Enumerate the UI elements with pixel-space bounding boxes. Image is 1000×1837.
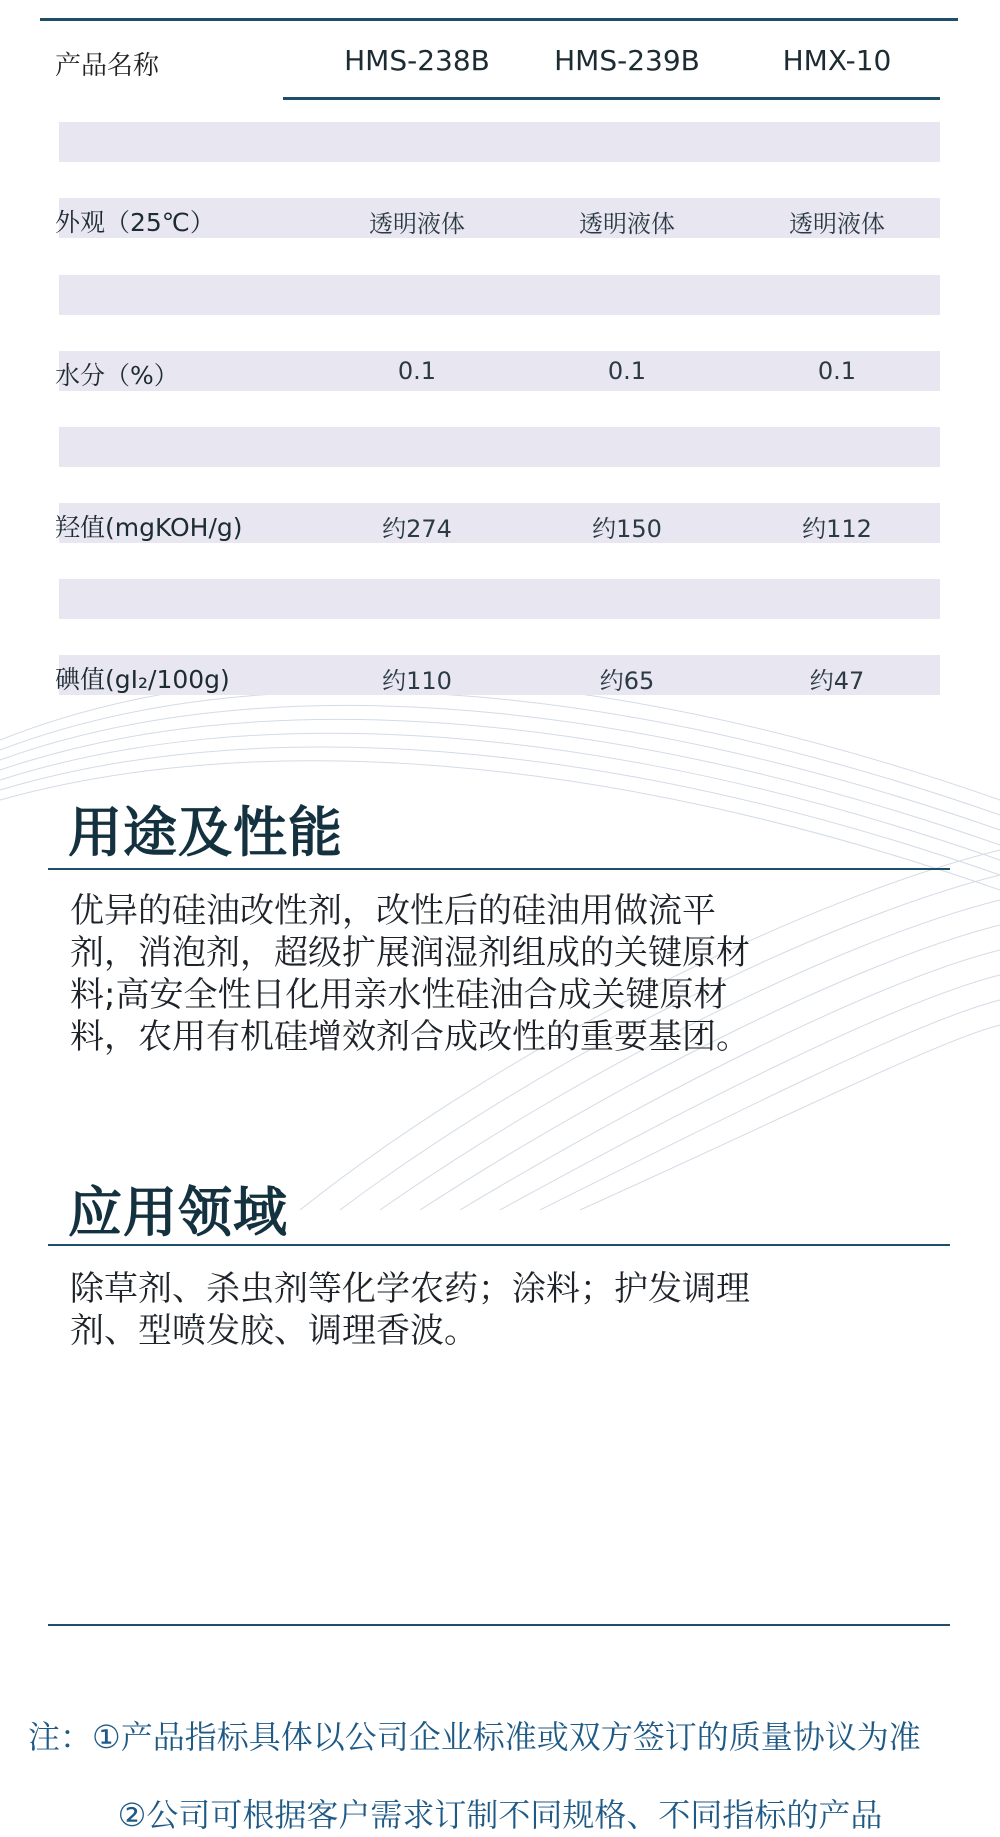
cell-value: 约150 bbox=[592, 515, 662, 543]
usage-line: 优异的硅油改性剂，改性后的硅油用做流平 bbox=[70, 891, 716, 931]
usage-body bbox=[70, 890, 830, 1058]
cell-value: 0.1 bbox=[397, 357, 437, 385]
row-label: 外观（25℃） bbox=[55, 208, 215, 237]
cell-value: 约112 bbox=[802, 515, 872, 543]
table-band bbox=[59, 579, 940, 619]
cell-value: 约274 bbox=[382, 515, 452, 543]
table-band bbox=[59, 275, 940, 315]
application-rule bbox=[48, 1244, 950, 1246]
usage-title: 用途及性能 bbox=[68, 801, 343, 864]
row-label: 碘值(gI₂/100g) bbox=[55, 665, 230, 694]
cell-value: 约65 bbox=[599, 667, 655, 695]
application-title: 应用领域 bbox=[68, 1181, 288, 1244]
header-label: 产品名称 bbox=[55, 51, 160, 81]
usage-line: 料;高安全性日化用亲水性硅油合成关键原材 bbox=[70, 975, 728, 1015]
table-row bbox=[0, 503, 1000, 543]
table-row bbox=[0, 655, 1000, 695]
column-header: HMX-10 bbox=[782, 44, 892, 77]
table-row bbox=[0, 198, 1000, 238]
bottom-rule bbox=[48, 1624, 950, 1626]
cell-value: 约47 bbox=[809, 667, 865, 695]
cell-value: 约110 bbox=[382, 667, 452, 695]
column-header: HMS-238B bbox=[344, 44, 490, 77]
cell-value: 透明液体 bbox=[789, 210, 885, 238]
cell-value: 0.1 bbox=[607, 357, 647, 385]
application-line: 剂、型喷发胶、调理香波。 bbox=[70, 1311, 478, 1351]
row-label: 水分（%） bbox=[55, 361, 179, 390]
table-row bbox=[0, 351, 1000, 391]
usage-line: 料，农用有机硅增效剂合成改性的重要基团。 bbox=[70, 1017, 750, 1057]
cell-value: 0.1 bbox=[817, 357, 857, 385]
note-line-2: ②公司可根据客户需求订制不同规格、不同指标的产品 bbox=[117, 1796, 883, 1834]
column-header: HMS-239B bbox=[554, 44, 700, 77]
cell-value: 透明液体 bbox=[579, 210, 675, 238]
cell-value: 透明液体 bbox=[369, 210, 465, 238]
application-body bbox=[70, 1268, 830, 1352]
table-band bbox=[59, 427, 940, 467]
usage-rule bbox=[48, 868, 950, 870]
application-line: 除草剂、杀虫剂等化学农药；涂料；护发调理 bbox=[70, 1269, 750, 1309]
row-label: 羟值(mgKOH/g) bbox=[55, 513, 243, 542]
spec-table bbox=[0, 0, 1000, 720]
note-line-1: 注：①产品指标具体以公司企业标准或双方签订的质量协议为准 bbox=[28, 1718, 921, 1756]
table-band bbox=[59, 122, 940, 162]
usage-line: 剂，消泡剂，超级扩展润湿剂组成的关键原材 bbox=[70, 933, 750, 973]
